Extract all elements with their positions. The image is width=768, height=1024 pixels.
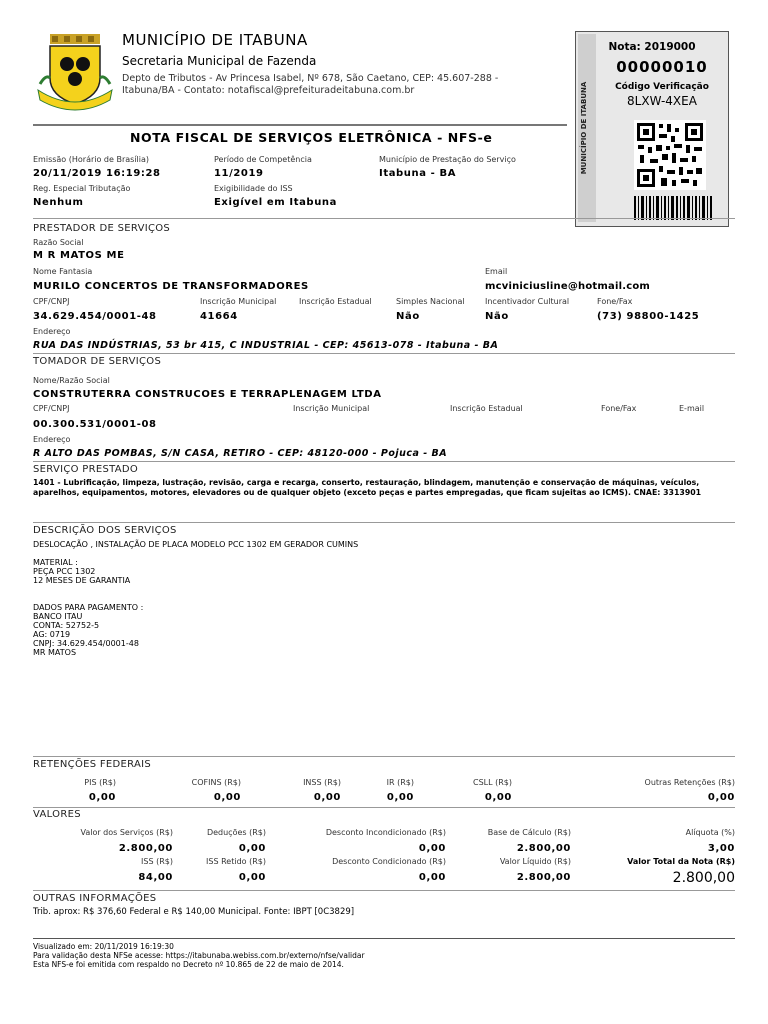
tomador-endereco-value: R ALTO DAS POMBAS, S/N CASA, RETIRO - CEP: 48120-000 - Pojuca - BA: [33, 448, 448, 459]
outras-info-text: Trib. aprox: R$ 376,60 Federal e R$ 140,00 Municipal. Fonte: IBPT [0C3829]: [33, 907, 355, 917]
cofins-value: 0,00: [213, 792, 241, 803]
aliquota-value: 3,00: [707, 843, 735, 854]
coat-of-arms-logo: [36, 34, 114, 118]
descricao-line: [33, 549, 358, 558]
base-calculo-label: Base de Cálculo (R$): [487, 828, 571, 837]
valor-total-label: Valor Total da Nota (R$): [627, 857, 735, 866]
outras-info-section-title: OUTRAS INFORMAÇÕES: [33, 893, 157, 904]
tomador-nome-value: CONSTRUTERRA CONSTRUCOES E TERRAPLENAGEM LTDA: [33, 389, 382, 400]
ir-value: 0,00: [386, 792, 414, 803]
valor-servicos-value: 2.800,00: [118, 843, 173, 854]
outras-retencoes-value: 0,00: [707, 792, 735, 803]
descricao-line: CONTA: 52752-5: [33, 621, 100, 630]
footer-visualizado: Visualizado em: 20/11/2019 16:19:30: [33, 942, 174, 951]
inss-label: INSS (R$): [303, 778, 341, 787]
descricao-line: PEÇA PCC 1302: [33, 567, 96, 576]
descricao-line: DESLOCAÇÃO , INSTALAÇÃO DE PLACA MODELO PCC 1302 EM GERADOR CUMINS: [33, 540, 359, 549]
simples-nacional-label: Simples Nacional: [396, 297, 465, 306]
csll-label: CSLL (R$): [472, 778, 512, 787]
secretaria-title: Secretaria Municipal de Fazenda: [122, 54, 317, 68]
regime-value: Nenhum: [33, 197, 84, 208]
tomador-cnpj-value: 00.300.531/0001-08: [33, 419, 157, 430]
depto-address-line1: Depto de Tributos - Av Princesa Isabel, Nº 678, São Caetano, CEP: 45.607-288 -: [122, 73, 499, 84]
ir-label: IR (R$): [386, 778, 414, 787]
iss-retido-value: 0,00: [238, 872, 266, 883]
inscricao-estadual-label: Inscrição Estadual: [299, 297, 372, 306]
tomador-section-title: TOMADOR DE SERVIÇOS: [33, 356, 162, 367]
pis-value: 0,00: [88, 792, 116, 803]
municipio-prestacao-label: Município de Prestação do Serviço: [379, 155, 516, 164]
valor-servicos-label: Valor dos Serviços (R$): [80, 828, 173, 837]
fone-label: Fone/Fax: [597, 297, 633, 306]
deducoes-label: Deduções (R$): [206, 828, 266, 837]
divider: [33, 756, 735, 757]
tomador-endereco-label: Endereço: [33, 435, 71, 444]
divider: [33, 807, 735, 808]
descricao-line: BANCO ITAU: [33, 612, 83, 621]
valor-liquido-value: 2.800,00: [516, 872, 571, 883]
cofins-label: COFINS (R$): [191, 778, 241, 787]
descricao-line: MR MATOS: [33, 648, 77, 657]
cnpj-value: 34.629.454/0001-48: [33, 311, 157, 322]
desconto-condicionado-value: 0,00: [418, 872, 446, 883]
descricao-line: 12 MESES DE GARANTIA: [33, 576, 131, 585]
servico-description-line2: aparelhos, equipamentos, motores, elevadores ou de qualquer objeto (exceto peças e partes empregadas, que ficam sujeitas ao ICMS). CNAE: 3313901: [33, 488, 702, 497]
incentivador-value: Não: [485, 311, 509, 322]
exigibilidade-label: Exigibilidade do ISS: [214, 184, 293, 193]
divider: [33, 461, 735, 462]
emissao-label: Emissão (Horário de Brasília): [33, 155, 149, 164]
divider: [33, 353, 735, 354]
incentivador-label: Incentivador Cultural: [485, 297, 570, 306]
desconto-condicionado-label: Desconto Condicionado (R$): [332, 857, 446, 866]
tomador-cnpj-label: CPF/CNPJ: [33, 404, 70, 413]
stamp-nota: Nota: 2019000: [608, 41, 696, 53]
desconto-incondicionado-value: 0,00: [418, 843, 446, 854]
qr-code-icon: [634, 120, 706, 190]
valores-section-title: VALORES: [33, 809, 81, 820]
tomador-ie-label: Inscrição Estadual: [450, 404, 523, 413]
inss-value: 0,00: [313, 792, 341, 803]
footer-validation-link[interactable]: Para validação desta NFSe acesse: https://itabunaba.webiss.com.br/externo/nfse/validar: [33, 951, 365, 960]
servico-description-line1: 1401 - Lubrificação, limpeza, lustração, revisão, carga e recarga, conserto, restauração, blindagem, manutenção e conservação de máquinas, veículos,: [33, 478, 700, 487]
descricao-line: CNPJ: 34.629.454/0001-48: [33, 639, 139, 648]
outras-retencoes-label: Outras Retenções (R$): [644, 778, 735, 787]
document-title: NOTA FISCAL DE SERVIÇOS ELETRÔNICA - NFS-e: [130, 130, 493, 145]
email-label: Email: [485, 267, 508, 276]
periodo-label: Período de Competência: [214, 155, 312, 164]
csll-value: 0,00: [484, 792, 512, 803]
desconto-incondicionado-label: Desconto Incondicionado (R$): [325, 828, 446, 837]
iss-retido-label: ISS Retido (R$): [206, 857, 266, 866]
tomador-im-label: Inscrição Municipal: [293, 404, 370, 413]
stamp-codigo-label: Código Verificação: [615, 82, 709, 92]
iss-value: 84,00: [138, 872, 173, 883]
valor-liquido-label: Valor Líquido (R$): [499, 857, 571, 866]
municipio-title: MUNICÍPIO DE ITABUNA: [122, 31, 308, 49]
valor-total-value: 2.800,00: [672, 870, 735, 886]
divider: [33, 890, 735, 891]
base-calculo-value: 2.800,00: [516, 843, 571, 854]
divider: [33, 522, 735, 523]
fone-value: (73) 98800-1425: [597, 311, 700, 322]
descricao-line: MATERIAL :: [33, 558, 78, 567]
razao-social-value: M R MATOS ME: [33, 250, 125, 261]
prestador-section-title: PRESTADOR DE SERVIÇOS: [33, 223, 171, 234]
municipio-prestacao-value: Itabuna - BA: [379, 168, 457, 179]
periodo-value: 11/2019: [214, 168, 264, 179]
emissao-value: 20/11/2019 16:19:28: [33, 168, 161, 179]
servico-section-title: SERVIÇO PRESTADO: [33, 464, 139, 475]
descricao-line: DADOS PARA PAGAMENTO :: [33, 603, 144, 612]
tomador-fone-label: Fone/Fax: [601, 404, 637, 413]
stamp-side-text: MUNICÍPIO DE ITABUNA: [580, 81, 588, 175]
prestador-endereco-value: RUA DAS INDÚSTRIAS, 53 br 415, C INDUSTRIAL - CEP: 45613-078 - Itabuna - BA: [33, 340, 499, 351]
deducoes-value: 0,00: [238, 843, 266, 854]
verification-stamp: [575, 31, 729, 227]
regime-label: Reg. Especial Tributação: [33, 184, 131, 193]
aliquota-label: Alíquota (%): [685, 828, 735, 837]
descricao-lines: [33, 540, 358, 657]
barcode-icon: [634, 196, 714, 220]
cnpj-label: CPF/CNPJ: [33, 297, 70, 306]
footer-decreto: Esta NFS-e foi emitida com respaldo no Decreto nº 10.865 de 22 de maio de 2014.: [33, 960, 344, 969]
stamp-codigo: 8LXW-4XEA: [627, 94, 697, 108]
tomador-email-label: E-mail: [679, 404, 705, 413]
divider: [33, 938, 735, 939]
descricao-line: AG: 0719: [33, 630, 71, 639]
inscricao-municipal-value: 41664: [200, 311, 238, 322]
iss-label: ISS (R$): [141, 857, 173, 866]
descricao-line: [33, 585, 358, 594]
retencoes-section-title: RETENÇÕES FEDERAIS: [33, 759, 152, 770]
nome-fantasia-value: MURILO CONCERTOS DE TRANSFORMADORES: [33, 281, 309, 292]
divider: [33, 218, 735, 219]
descricao-section-title: DESCRIÇÃO DOS SERVIÇOS: [33, 525, 177, 536]
inscricao-municipal-label: Inscrição Municipal: [200, 297, 277, 306]
tomador-nome-label: Nome/Razão Social: [33, 376, 110, 385]
descricao-line: [33, 594, 358, 603]
endereco-label: Endereço: [33, 327, 71, 336]
email-value[interactable]: mcviniciusline@hotmail.com: [485, 281, 651, 292]
header-divider: [33, 124, 567, 126]
exigibilidade-value: Exigível em Itabuna: [214, 197, 337, 208]
stamp-numero: 00000010: [616, 58, 708, 76]
razao-social-label: Razão Social: [33, 238, 84, 247]
simples-nacional-value: Não: [396, 311, 420, 322]
nome-fantasia-label: Nome Fantasia: [33, 267, 93, 276]
pis-label: PIS (R$): [84, 778, 116, 787]
depto-address-line2: Itabuna/BA - Contato: notafiscal@prefeituradeitabuna.com.br: [122, 85, 415, 96]
